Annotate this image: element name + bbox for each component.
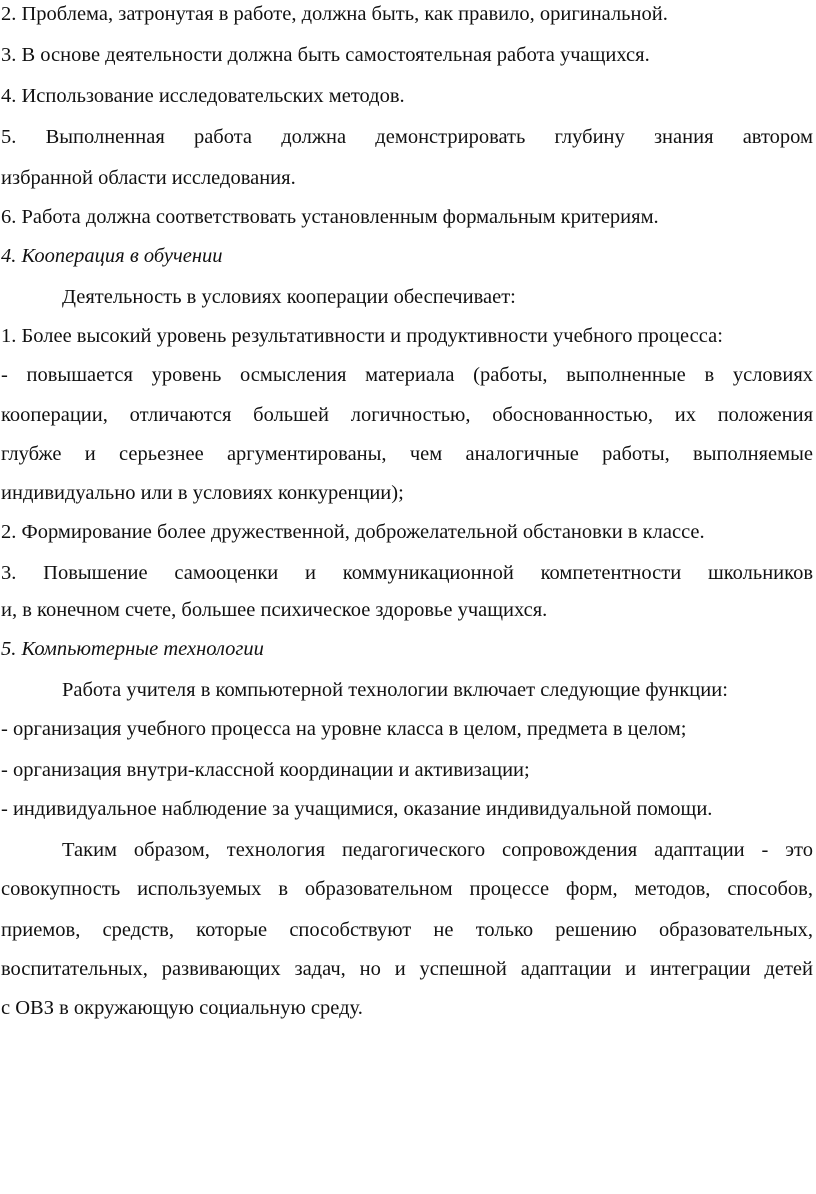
- teacher-function-2: - организация внутри-классной координации и активизации;: [1, 759, 530, 781]
- cooperation-item-1-detail-line-2: кооперации, отличаются большей логичностью, обоснованностью, их положения: [1, 404, 813, 426]
- section-heading-cooperation: 4. Кооперация в обучении: [1, 245, 223, 267]
- conclusion-line-3: приемов, средств, которые способствуют не только решению образовательных,: [1, 919, 813, 941]
- conclusion-line-1: Таким образом, технология педагогического сопровождения адаптации - это: [62, 839, 813, 861]
- cooperation-item-3-line-1: 3. Повышение самооценки и коммуникационной компетентности школьников: [1, 562, 813, 584]
- teacher-function-3: - индивидуальное наблюдение за учащимися, оказание индивидуальной помощи.: [1, 798, 713, 820]
- list-item-5-line-2: избранной области исследования.: [1, 167, 296, 189]
- cooperation-item-1-detail-line-1: - повышается уровень осмысления материала (работы, выполненные в условиях: [1, 364, 813, 386]
- cooperation-item-2: 2. Формирование более дружественной, доброжелательной обстановки в классе.: [1, 521, 705, 543]
- teacher-function-1: - организация учебного процесса на уровне класса в целом, предмета в целом;: [1, 718, 687, 740]
- paragraph-teacher-functions-intro: Работа учителя в компьютерной технологии включает следующие функции:: [62, 679, 728, 701]
- cooperation-item-1-detail-line-3: глубже и серьезнее аргументированы, чем аналогичные работы, выполняемые: [1, 443, 813, 465]
- list-item-6: 6. Работа должна соответствовать установленным формальным критериям.: [1, 206, 659, 228]
- list-item-2: 2. Проблема, затронутая в работе, должна быть, как правило, оригинальной.: [1, 3, 668, 25]
- paragraph-cooperation-intro: Деятельность в условиях кооперации обеспечивает:: [62, 286, 516, 308]
- list-item-4: 4. Использование исследовательских методов.: [1, 85, 405, 107]
- cooperation-item-1: 1. Более высокий уровень результативности и продуктивности учебного процесса:: [1, 325, 723, 347]
- conclusion-line-5: с ОВЗ в окружающую социальную среду.: [1, 997, 363, 1019]
- cooperation-item-1-detail-line-4: индивидуально или в условиях конкуренции);: [1, 482, 404, 504]
- conclusion-line-4: воспитательных, развивающих задач, но и успешной адаптации и интеграции детей: [1, 958, 813, 980]
- conclusion-line-2: совокупность используемых в образовательном процессе форм, методов, способов,: [1, 878, 813, 900]
- list-item-3: 3. В основе деятельности должна быть самостоятельная работа учащихся.: [1, 44, 650, 66]
- list-item-5-line-1: 5. Выполненная работа должна демонстрировать глубину знания автором: [1, 126, 813, 148]
- cooperation-item-3-line-2: и, в конечном счете, большее психическое здоровье учащихся.: [1, 599, 548, 621]
- section-heading-computer-technologies: 5. Компьютерные технологии: [1, 638, 264, 660]
